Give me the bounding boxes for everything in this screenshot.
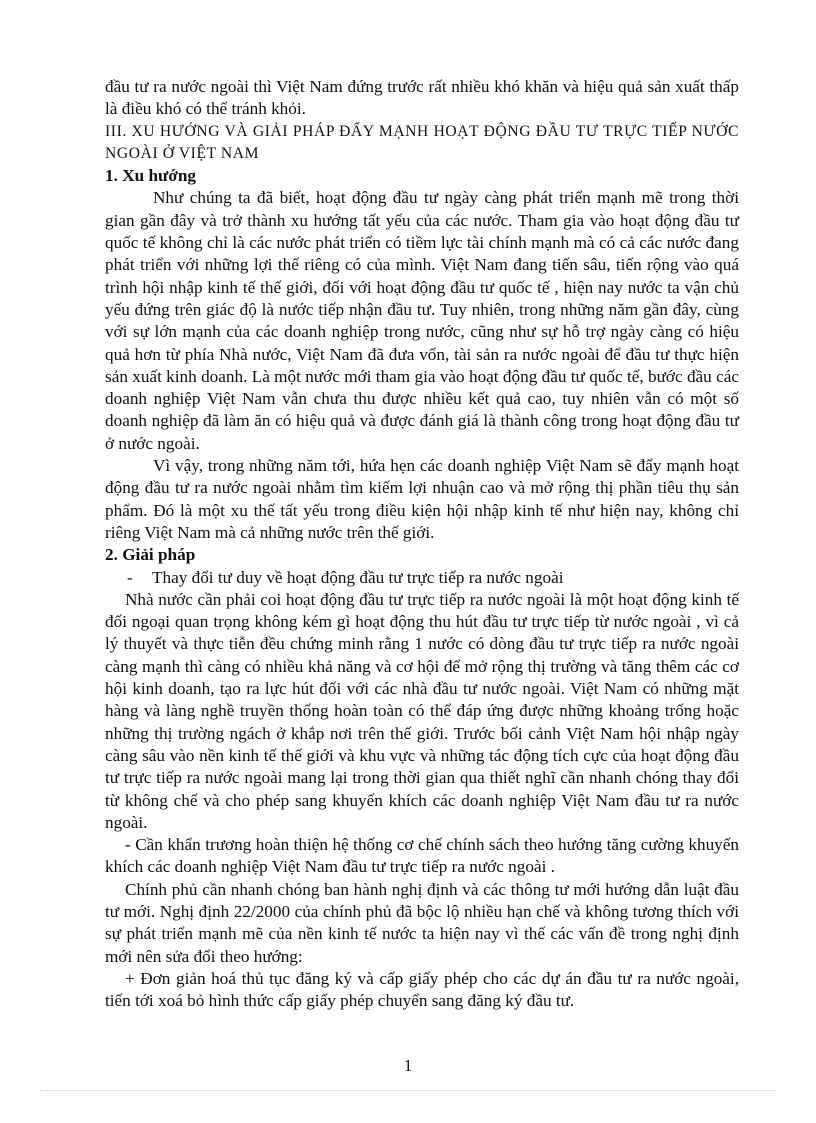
bullet-text: Thay đổi tư duy về hoạt động đầu tư trực tiếp ra nước ngoài	[152, 567, 564, 587]
footer-divider	[40, 1090, 776, 1091]
paragraph-solution-policy: - Cần khẩn trương hoàn thiện hệ thống cơ chế chính sách theo hướng tăng cường khuyến khích các doanh nghiệp Việt Nam đầu tư trực tiếp ra nước ngoài .	[105, 835, 739, 877]
paragraph-solution-mindset: Nhà nước cần phải coi hoạt động đầu tư trực tiếp ra nước ngoài là một hoạt động kinh tế đối ngoại quan trọng không kém gì hoạt động thu hút đầu tư trực tiếp từ nước ngoài , vì cả lý thuyết và thực tiễn đều chứng minh rằng 1 nước có dòng đầu tư trực tiếp ra nước ngoài càng mạnh thì càng có nhiều khả năng và cơ hội để mở rộng thị trường và tăng thêm các cơ hội kinh doanh, tạo ra lực hút đối với các nhà đầu tư nước ngoài. Việt Nam có những mặt hàng và làng nghề truyền thống hoàn toàn có thể đáp ứng được những khoảng trống hoặc những thị trường ngách ở khắp nơi trên thế giới. Trước bối cảnh Việt Nam hội nhập ngày càng sâu vào nền kinh tế thế giới và khu vực và những tác động tích cực của hoạt động đầu tư trực tiếp ra nước ngoài mang lại trong thời gian qua thiết nghĩ cần nhanh chóng thay đổi từ không chế và cho phép sang khuyến khích các doanh nghiệp Việt Nam đầu tư ra nước ngoài.	[105, 589, 739, 832]
page-body	[105, 76, 739, 1012]
page-number: 1	[403, 1056, 413, 1075]
paragraph-decree: Chính phủ cần nhanh chóng ban hành nghị định và các thông tư mới hướng dẫn luật đầu tư mới. Nghị định 22/2000 của chính phủ đã bộc lộ nhiều hạn chế và không tương thích với sự phát triển mạnh mẽ của nền kinh tế nước ta hiện nay vì thế các vấn đề trong nghị định mới nên sửa đổi theo hướng:	[105, 879, 739, 966]
bullet-dash: -	[127, 567, 133, 587]
paragraph-trend-conclusion: Vì vậy, trong những năm tới, hứa hẹn các doanh nghiệp Việt Nam sẽ đẩy mạnh hoạt động đầu tư ra nước ngoài nhằm tìm kiếm lợi nhuận cao và mở rộng thị phần tiêu thụ sản phẩm. Đó là một xu thế tất yếu trong điều kiện hội nhập kinh tế như hiện nay, không chỉ riêng Việt Nam mà cả những nước trên thế giới.	[105, 456, 739, 542]
subheading-solutions: 2. Giải pháp	[105, 545, 196, 565]
section-heading: III. XU HƯỚNG VÀ GIẢI PHÁP ĐẨY MẠNH HOẠT ĐỘNG ĐẦU TƯ TRỰC TIẾP NƯỚC NGOÀI Ở VIỆT NAM	[105, 122, 739, 162]
subheading-trend: 1. Xu hướng	[105, 166, 196, 186]
paragraph-trend: Như chúng ta đã biết, hoạt động đầu tư ngày càng phát triển mạnh mẽ trong thời gian gần đây và trở thành xu hướng tất yếu của các nước. Tham gia vào hoạt động đầu tư quốc tế không chỉ là các nước phát triển có tiềm lực tài chính mạnh mà có cả các nước đang phát triển với những lợi thế riêng có của mình. Việt Nam đang tiến sâu, tiến rộng vào quá trình hội nhập kinh tế thế giới, đối với hoạt động đầu tư quốc tế , hiện nay nước ta vận chủ yếu đứng trên giác độ là nước tiếp nhận đầu tư. Tuy nhiên, trong những năm gần đây, cùng với sự lớn mạnh của các doanh nghiệp trong nước, cũng như sự hỗ trợ ngày càng có hiệu quả hơn từ phía Nhà nước, Việt Nam đã đưa vốn, tài sản ra nước ngoài để đầu tư thực hiện sản xuất kinh doanh. Là một nước mới tham gia vào hoạt động đầu tư quốc tế, bước đầu các doanh nghiệp Việt Nam vẫn chưa thu được nhiều kết quả cao, tuy nhiên vẫn có một số doanh nghiệp đã làm ăn có hiệu quả và được đánh giá là thành công trong hoạt động đầu tư ở nước ngoài.	[105, 188, 739, 453]
bullet-item	[105, 567, 739, 589]
paragraph-simplify-procedures: + Đơn giản hoá thủ tục đăng ký và cấp giấy phép cho các dự án đầu tư ra nước ngoài, tiến tới xoá bỏ hình thức cấp giấy phép chuyển sang đăng ký đầu tư.	[105, 968, 739, 1011]
paragraph-intro: đầu tư ra nước ngoài thì Việt Nam đứng trước rất nhiều khó khăn và hiệu quả sản xuất thấp là điều khó có thể tránh khỏi.	[105, 77, 739, 119]
